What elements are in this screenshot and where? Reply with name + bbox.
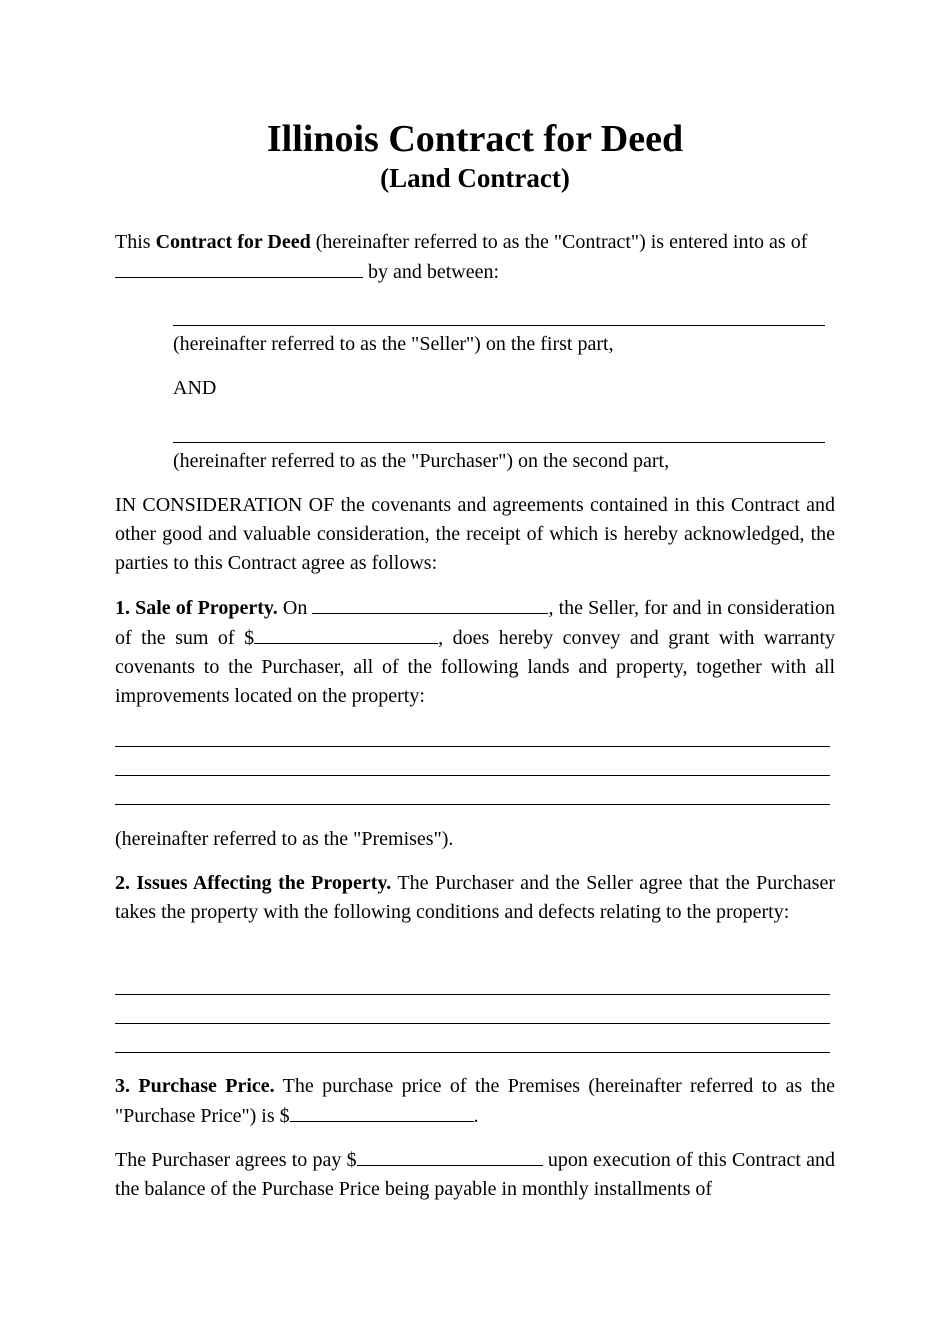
- section-1-on: On: [277, 597, 313, 619]
- payment-prefix: The Purchaser agrees to pay $: [115, 1149, 357, 1171]
- consideration-paragraph: IN CONSIDERATION OF the covenants and agreements contained in this Contract and other good and valuable consideration, the receipt of which is hereby acknowledged, the parties to this Contract agree as follows:: [115, 494, 835, 574]
- payment-suffix: upon execution of this Contract and the balance of the Purchase Price being payable in monthly installments of: [115, 1149, 835, 1200]
- section-1-text-a: , the Seller, for and in consideration of the sum of $: [115, 597, 835, 649]
- sale-sum-blank-field[interactable]: [254, 623, 438, 644]
- section-1-paragraph: [115, 593, 835, 711]
- section-3-text: The purchase price of the Premises (hereinafter referred to as the "Purchase Price") is $: [115, 1075, 836, 1127]
- section-2-text: The Purchaser and the Seller agree that the Purchaser takes the property with the following conditions and defects relating to the property:: [115, 872, 836, 923]
- section-1-text-b: , does hereby convey and grant with warranty covenants to the Purchaser, all of the following lands and property, together with all improvements located on the property:: [115, 627, 836, 707]
- seller-caption: (hereinafter referred to as the "Seller") on the first part,: [173, 333, 614, 355]
- section-3-end: .: [473, 1105, 479, 1127]
- property-description-line-3[interactable]: [115, 804, 830, 805]
- purchaser-caption: (hereinafter referred to as the "Purchaser") on the second part,: [173, 450, 670, 472]
- intro-paragraph: [115, 228, 835, 287]
- sale-date-blank-field[interactable]: [312, 593, 548, 614]
- seller-name-line[interactable]: [173, 325, 825, 326]
- payment-paragraph: [115, 1145, 835, 1204]
- intro-text: (hereinafter referred to as the "Contract") is entered into as of: [310, 231, 808, 253]
- premises-caption: (hereinafter referred to as the "Premises").: [115, 828, 454, 850]
- section-2-heading: 2. Issues Affecting the Property.: [115, 872, 392, 894]
- date-blank-field[interactable]: [115, 257, 363, 278]
- property-issues-line-1[interactable]: [115, 994, 830, 995]
- property-description-line-1[interactable]: [115, 746, 830, 747]
- purchaser-name-line[interactable]: [173, 442, 825, 443]
- purchase-price-blank-field[interactable]: [290, 1101, 474, 1122]
- down-payment-blank-field[interactable]: [357, 1145, 543, 1166]
- property-issues-line-2[interactable]: [115, 1023, 830, 1024]
- section-3-heading: 3. Purchase Price.: [115, 1075, 275, 1097]
- property-description-line-2[interactable]: [115, 775, 830, 776]
- intro-line2-suffix: by and between:: [363, 261, 500, 283]
- section-2-paragraph: [115, 869, 835, 927]
- section-3-paragraph: [115, 1072, 835, 1131]
- intro-bold-term: Contract for Deed: [155, 231, 311, 253]
- intro-prefix: This: [115, 231, 156, 253]
- document-title: Illinois Contract for Deed: [266, 118, 684, 160]
- and-separator: AND: [173, 377, 217, 399]
- document-subtitle: (Land Contract): [380, 163, 570, 193]
- section-1-heading: 1. Sale of Property.: [115, 597, 278, 619]
- property-issues-line-3[interactable]: [115, 1052, 830, 1053]
